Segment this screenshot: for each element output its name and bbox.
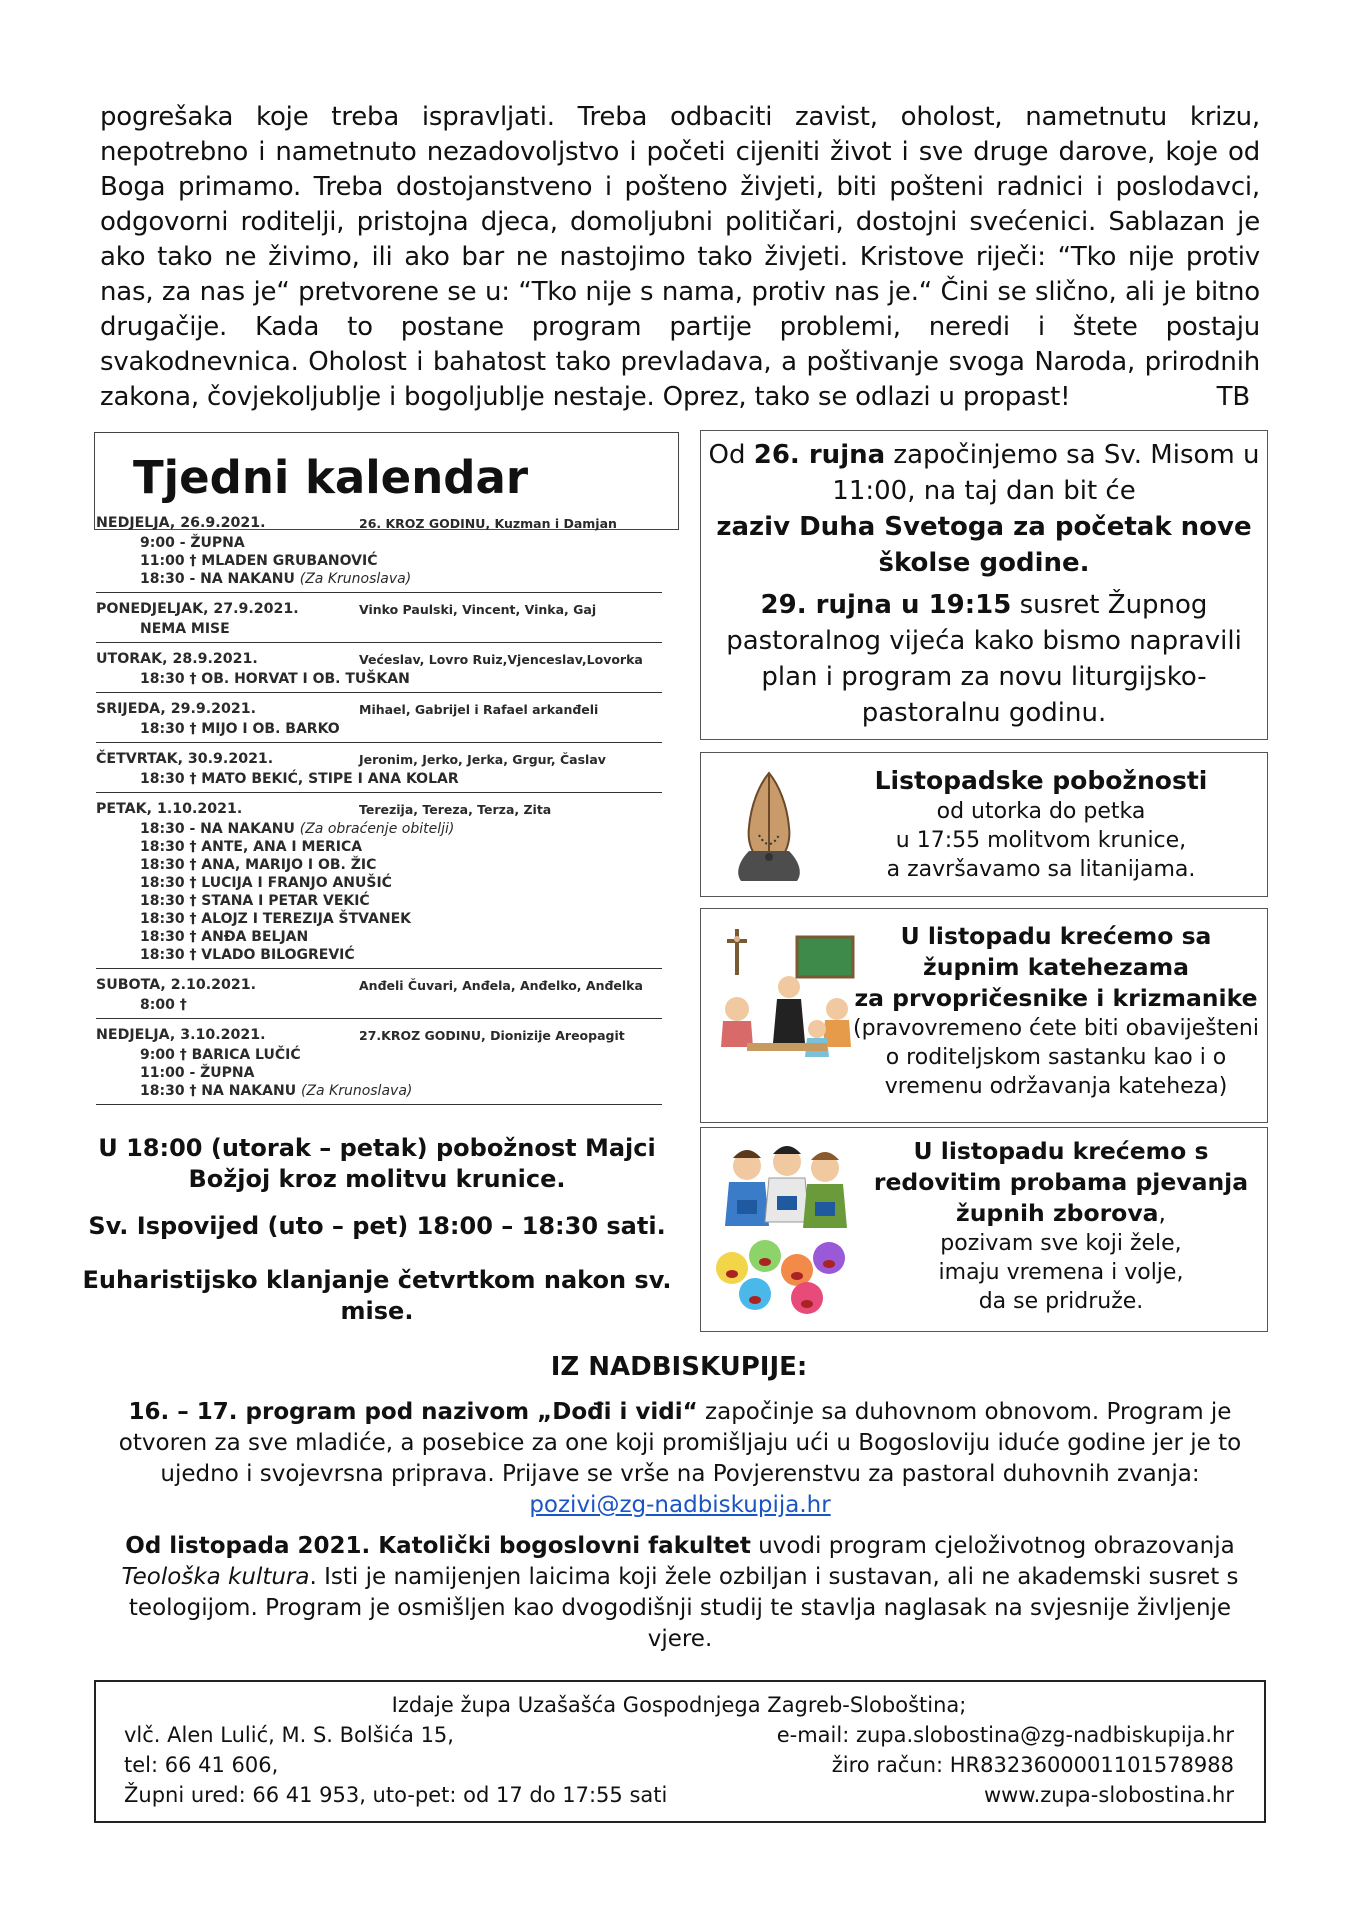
calendar-mass-entry xyxy=(96,946,662,964)
announcement-box-october-devotions xyxy=(700,752,1268,897)
mass-entry-text: 18:30 † LUCIJA I FRANJO ANUŠIĆ xyxy=(140,875,392,891)
calendar-day-name: NEDJELJA, 26.9.2021. xyxy=(96,515,266,531)
choir-text xyxy=(861,1136,1261,1316)
calendar-mass-entry xyxy=(96,670,662,688)
catechesis-bold-1: U listopadu krećemo sa xyxy=(900,922,1212,950)
calendar-day-header xyxy=(96,699,662,720)
calendar-day-header xyxy=(96,649,662,670)
footer-row-3 xyxy=(124,1750,1234,1780)
choir-line-3: da se pridruže. xyxy=(978,1289,1144,1314)
footer-office: Župni ured: 66 41 953, uto-pet: od 17 do 17:55 sati xyxy=(124,1783,668,1807)
calendar-day-saints: Vinko Paulski, Vincent, Vinka, Gaj xyxy=(359,602,597,617)
calendar-day xyxy=(96,649,662,693)
mass-intention-note: (Za Krunoslava) xyxy=(299,571,412,587)
devotions-text xyxy=(841,765,1241,884)
calendar-mass-entry xyxy=(96,620,662,638)
calendar-mass-entry xyxy=(96,720,662,738)
footer-box xyxy=(94,1680,1266,1823)
calendar-mass-entry xyxy=(96,770,662,788)
calendar-day xyxy=(96,599,662,643)
calendar-day-header xyxy=(96,599,662,620)
devotions-line-2: u 17:55 molitvom krunice, xyxy=(895,828,1187,853)
calendar-day-saints: Većeslav, Lovro Ruiz,Vjenceslav,Lovorka xyxy=(359,652,643,667)
mass-announcement xyxy=(701,437,1267,509)
calendar-day-name: SUBOTA, 2.10.2021. xyxy=(96,977,257,993)
calendar-day-header xyxy=(96,799,662,820)
calendar-day xyxy=(96,699,662,743)
devotions-line-1: od utorka do petka xyxy=(936,799,1146,824)
calendar-day-saints: 26. KROZ GODINU, Kuzman i Damjan xyxy=(359,516,617,531)
calendar-day-header xyxy=(96,749,662,770)
mass-entry-text: 8:00 † xyxy=(140,997,187,1013)
choir-line-2: imaju vremena i volje, xyxy=(938,1260,1184,1285)
footer-publisher: Izdaje župa Uzašašća Gospodnjega Zagreb-Sloboština; xyxy=(391,1693,967,1717)
calendar-day xyxy=(96,749,662,793)
footer-row-2 xyxy=(124,1720,1234,1750)
calendar-mass-entry xyxy=(96,534,662,552)
footer-publisher-row xyxy=(124,1690,1234,1720)
calendar-day-header xyxy=(96,975,662,996)
mass-text-2: započinjemo sa Sv. Misom u 11:00, na taj dan bit će xyxy=(832,440,1260,506)
choir-line-1: pozivam sve koji žele, xyxy=(940,1231,1182,1256)
calendar-mass-entry xyxy=(96,820,662,838)
mass-entry-text: 9:00 - ŽUPNA xyxy=(140,535,245,551)
calendar-mass-entry xyxy=(96,1046,662,1064)
mass-intention-note: (Za obraćenje obitelji) xyxy=(299,821,455,837)
catechesis-line-1: (pravovremeno ćete biti obaviješteni xyxy=(853,1016,1259,1041)
calendar-mass-entry xyxy=(96,874,662,892)
calendar-mass-entry xyxy=(96,910,662,928)
calendar-day-name: PONEDJELJAK, 27.9.2021. xyxy=(96,601,299,617)
footer-row-4 xyxy=(124,1780,1234,1810)
footer-tel: tel: 66 41 606, xyxy=(124,1753,279,1777)
come-and-see-text: započinje sa duhovnom obnovom. Program je otvoren za sve mladiće, a posebice za one koji promišljaju ući u Bogosloviju iduće godine jer je to ujedno i svojevrsna priprava. Prijave se vrše na Povjerenstvu za pastoral duhovnih zvanja: xyxy=(118,1399,1242,1487)
mass-date: 26. rujna xyxy=(753,440,886,470)
choir-bold-3: župnih zborova, xyxy=(956,1199,1166,1227)
calendar-mass-entry xyxy=(96,996,662,1014)
catechesis-line-3: vremenu održavanja kateheza) xyxy=(884,1074,1228,1099)
mass-entry-text: 11:00 † MLADEN GRUBANOVIĆ xyxy=(140,553,378,569)
mass-entry-text: 18:30 - NA NAKANU xyxy=(140,571,295,587)
rosary-note: U 18:00 (utorak – petak) pobožnost Majci Božjoj kroz molitvu krunice. xyxy=(98,1134,656,1193)
mass-entry-text: 18:30 † ALOJZ I TEREZIJA ŠTVANEK xyxy=(140,911,412,927)
calendar-mass-entry xyxy=(96,1064,662,1082)
faculty-text-1: uvodi program cjeloživotnog obrazovanja xyxy=(750,1533,1235,1559)
mass-text-1: Od xyxy=(708,440,754,470)
calendar-day xyxy=(96,975,662,1019)
footer-web[interactable]: www.zupa-slobostina.hr xyxy=(984,1783,1234,1807)
calendar-mass-entry xyxy=(96,570,662,588)
program-name: Teološka kultura xyxy=(121,1564,310,1590)
calendar-day-name: PETAK, 1.10.2021. xyxy=(96,801,243,817)
faculty-title: Od listopada 2021. Katolički bogoslovni fakultet xyxy=(125,1533,751,1559)
mass-entry-text: 18:30 † MATO BEKIĆ, STIPE I ANA KOLAR xyxy=(140,771,459,787)
mass-entry-text: NEMA MISE xyxy=(140,621,230,637)
mass-entry-text: 18:30 † ANA, MARIJO I OB. ŽIC xyxy=(140,857,377,873)
footer-address: vlč. Alen Lulić, M. S. Bolšića 15, xyxy=(124,1723,454,1747)
calendar-day xyxy=(96,799,662,969)
calendar-day-saints: Anđeli Čuvari, Anđela, Anđelko, Anđelka xyxy=(359,978,643,993)
mass-entry-text: 18:30 † NA NAKANU xyxy=(140,1083,297,1099)
calendar-mass-entry xyxy=(96,552,662,570)
weekly-calendar xyxy=(96,513,662,1111)
catechesis-text xyxy=(851,921,1261,1101)
calendar-day-header xyxy=(96,513,662,534)
calendar-day-name: UTORAK, 28.9.2021. xyxy=(96,651,258,667)
calendar-day-saints: Terezija, Tereza, Terza, Zita xyxy=(359,802,552,817)
intro-paragraph xyxy=(100,100,1260,415)
catechesis-bold-3: za prvopričesnike i krizmanike xyxy=(854,984,1258,1012)
council-date: 29. rujna u 19:15 xyxy=(760,590,1012,620)
mass-entry-text: 18:30 † ANTE, ANA I MERICA xyxy=(140,839,363,855)
mass-entry-text: 18:30 † VLADO BILOGREVIĆ xyxy=(140,947,355,963)
footer-email[interactable]: e-mail: zupa.slobostina@zg-nadbiskupija.hr xyxy=(776,1723,1234,1747)
announcement-box-catechesis xyxy=(700,908,1268,1123)
email-link[interactable]: pozivi@zg-nadbiskupija.hr xyxy=(529,1492,831,1518)
calendar-title: Tjedni kalendar xyxy=(132,451,529,504)
choir-bold-3-text: župnih zborova xyxy=(956,1199,1159,1227)
footer-iban: žiro račun: HR8323600001101578988 xyxy=(831,1753,1234,1777)
calendar-mass-entry xyxy=(96,838,662,856)
calendar-mass-entry xyxy=(96,928,662,946)
council-meeting xyxy=(701,587,1267,731)
calendar-day xyxy=(96,1025,662,1105)
catechesis-line-2: o roditeljskom sastanku kao i o xyxy=(885,1045,1227,1070)
calendar-day xyxy=(96,513,662,593)
calendar-mass-entry xyxy=(96,892,662,910)
calendar-day-saints: Mihael, Gabrijel i Rafael arkanđeli xyxy=(359,702,599,717)
archdiocese-paragraph-2 xyxy=(100,1531,1260,1655)
archdiocese-paragraph-1 xyxy=(100,1397,1260,1521)
mass-entry-text: 18:30 † STANA I PETAR VEKIĆ xyxy=(140,893,370,909)
adoration-note: Euharistijsko klanjanje četvrtkom nakon sv. mise. xyxy=(82,1266,672,1325)
devotions-line-3: a završavamo sa litanijama. xyxy=(886,857,1196,882)
announcement-box-mass xyxy=(700,430,1268,740)
holy-spirit-invocation: zaziv Duha Svetoga za početak nove školse godine. xyxy=(716,512,1252,578)
choir-singers-icon xyxy=(707,1138,857,1318)
mass-entry-text: 9:00 † BARICA LUČIĆ xyxy=(140,1047,301,1063)
archdiocese-heading: IZ NADBISKUPIJE: xyxy=(550,1352,808,1382)
intro-signature: TB xyxy=(1216,382,1250,412)
council-text: susret Župnog pastoralnog vijeća kako bismo napravili plan i program za novu liturgijsko-pastoralnu godinu. xyxy=(726,590,1242,728)
devotions-title: Listopadske pobožnosti xyxy=(874,766,1208,795)
catechesis-bold-2: župnim katehezama xyxy=(923,953,1189,981)
choir-bold-2: redovitim probama pjevanja xyxy=(873,1168,1249,1196)
catechesis-classroom-icon xyxy=(707,925,867,1065)
calendar-day-name: SRIJEDA, 29.9.2021. xyxy=(96,701,257,717)
calendar-day-name: ČETVRTAK, 30.9.2021. xyxy=(96,751,274,767)
mass-entry-text: 18:30 † OB. HORVAT I OB. TUŠKAN xyxy=(140,671,410,687)
choir-bold-1: U listopadu krećemo s xyxy=(913,1137,1209,1165)
mass-entry-text: 18:30 † MIJO I OB. BARKO xyxy=(140,721,340,737)
calendar-day-saints: 27.KROZ GODINU, Dionizije Areopagit xyxy=(359,1028,625,1043)
mass-entry-text: 18:30 † ANĐA BELJAN xyxy=(140,929,309,945)
praying-hands-icon xyxy=(719,765,819,883)
intro-text: pogrešaka koje treba ispravljati. Treba odbaciti zavist, oholost, nametnutu krizu, nepotrebno i nametnuto nezadovoljstvo i početi cijeniti život i sve druge darove, koje od Boga primamo. Treba dostojanstveno i pošteno živjeti, biti pošteni radnici i poslodavci, odgovorni roditelji, pristojna djeca, domoljubni političari, dostojni svećenici. Sablazan je ako tako ne živimo, ili ako bar ne nastojimo tako živjeti. Kristove riječi: “Tko nije protiv nas, za nas je“ pretvorene se u: “Tko nije s nama, protiv nas je.“ Čini se slično, ali je bitno drugačije. Kada to postane program partije problemi, neredi i štete postaju svakodnevnica. Oholost i bahatost tako prevladava, a poštivanje svoga Naroda, prirodnih zakona, čovjekoljublje i bogoljublje nestaje. Oprez, tako se odlazi u propast! xyxy=(100,102,1260,412)
calendar-day-name: NEDJELJA, 3.10.2021. xyxy=(96,1027,266,1043)
mass-intention-note: (Za Krunoslava) xyxy=(300,1083,413,1099)
faculty-text-2: . Isti je namijenjen laicima koji žele ozbiljan i sustavan, ali ne akademski susret s teologijom. Program je osmišljen kao dvogodišnji studij te stavlja naglasak na svjesnije življenje vjere. xyxy=(128,1564,1239,1652)
confession-note: Sv. Ispovijed (uto – pet) 18:00 – 18:30 sati. xyxy=(88,1212,666,1240)
calendar-day-saints: Jeronim, Jerko, Jerka, Grgur, Časlav xyxy=(359,752,606,767)
calendar-day-header xyxy=(96,1025,662,1046)
mass-entry-text: 11:00 - ŽUPNA xyxy=(140,1065,255,1081)
calendar-mass-entry xyxy=(96,856,662,874)
come-and-see-title: 16. – 17. program pod nazivom „Dođi i vidi“ xyxy=(128,1399,698,1425)
mass-entry-text: 18:30 - NA NAKANU xyxy=(140,821,295,837)
calendar-mass-entry xyxy=(96,1082,662,1100)
announcement-box-choir xyxy=(700,1127,1268,1332)
